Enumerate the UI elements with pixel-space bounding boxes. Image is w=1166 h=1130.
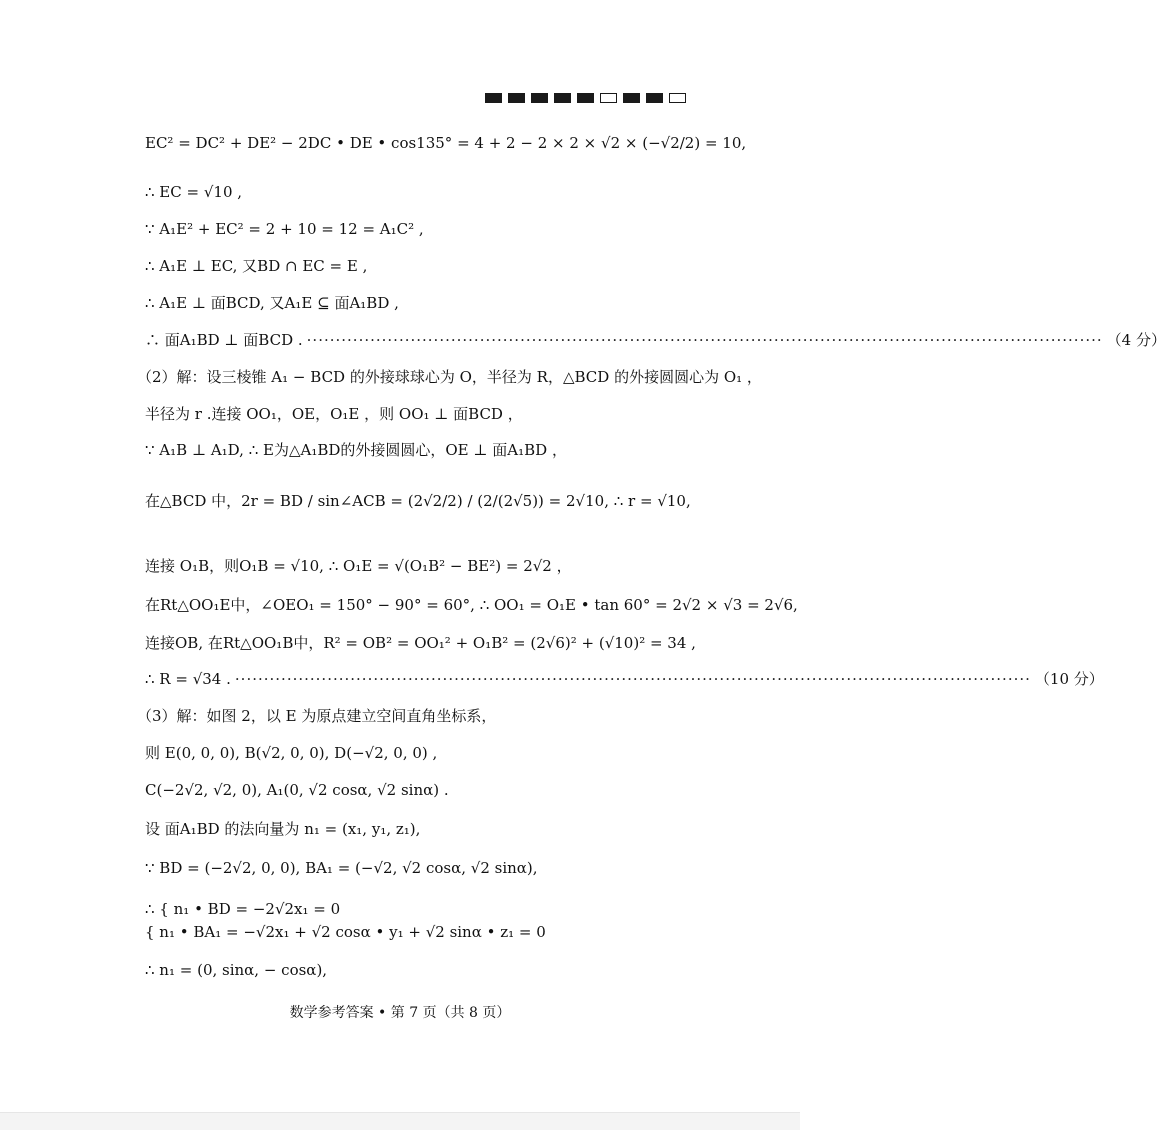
part3-intro: （3）解：如图 2，以 E 为原点建立空间直角坐标系， (137, 707, 497, 725)
equation-a1e-ec: ∵ A₁E² + EC² = 2 + 10 = 12 = A₁C² , (145, 220, 424, 238)
part2-sine-rule: 在△BCD 中，2r = BD / sin∠ACB = (2√2/2) / (2/(2√5)) = 2√10, ∴ r = √10, (145, 492, 691, 510)
conclusion-text: ∴ R = √34 . (145, 670, 231, 688)
bottom-shade (0, 1113, 800, 1130)
page-footer: 数学参考答案 • 第 7 页（共 8 页） (289, 1005, 511, 1021)
part3-system-row2: { n₁ • BA₁ = −√2x₁ + √2 cosα • y₁ + √2 sinα • z₁ = 0 (145, 923, 546, 941)
score-label: （4 分） (1106, 331, 1166, 349)
equation-ec: ∴ EC = √10 , (145, 183, 243, 201)
header-mark (554, 93, 571, 103)
header-mark (669, 93, 686, 103)
conclusion-part1 (145, 330, 1166, 350)
part2-r-squared: 连接OB, 在Rt△OO₁B中，R² = OB² = OO₁² + O₁B² = (2√6)² + (√10)² = 34 , (145, 634, 696, 652)
header-marks (485, 93, 686, 103)
equation-ec-squared: EC² = DC² + DE² − 2DC • DE • cos135° = 4 + 2 − 2 × 2 × √2 × (−√2/2) = 10, (145, 134, 747, 152)
header-mark (600, 93, 617, 103)
part3-vectors: ∵ BD = (−2√2, 0, 0), BA₁ = (−√2, √2 cosα, √2 sinα), (145, 859, 538, 877)
header-mark (531, 93, 548, 103)
part2-radius: 半径为 r .连接 OO₁，OE，O₁E ，则 OO₁ ⊥ 面BCD ， (145, 405, 523, 423)
part2-circumcenter: ∵ A₁B ⊥ A₁D, ∴ E为△A₁BD的外接圆圆心，OE ⊥ 面A₁BD ， (145, 441, 567, 459)
header-mark (485, 93, 502, 103)
dot-leader: ·········································································································································· (234, 670, 1031, 688)
part3-system-row1: ∴ { n₁ • BD = −2√2x₁ = 0 (145, 900, 341, 918)
header-mark (623, 93, 640, 103)
header-mark (577, 93, 594, 103)
part2-oo1: 在Rt△OO₁E中，∠OEO₁ = 150° − 90° = 60°, ∴ OO₁ = O₁E • tan 60° = 2√2 × √3 = 2√6, (145, 596, 798, 614)
part2-o1e: 连接 O₁B，则O₁B = √10, ∴ O₁E = √(O₁B² − BE²) = 2√2 ， (145, 557, 572, 575)
conclusion-part2 (145, 669, 1104, 689)
part3-normal-result: ∴ n₁ = (0, sinα, − cosα), (145, 961, 328, 979)
statement-perpendicular-ec: ∴ A₁E ⊥ EC, 又BD ∩ EC = E , (145, 257, 368, 275)
conclusion-text: ∴ 面A₁BD ⊥ 面BCD . (145, 331, 303, 349)
dot-leader: ·········································································································································· (306, 331, 1103, 349)
part3-coords-ebd: 则 E(0, 0, 0), B(√2, 0, 0), D(−√2, 0, 0) , (145, 744, 438, 762)
header-mark (508, 93, 525, 103)
part3-normal-vector: 设 面A₁BD 的法向量为 n₁ = (x₁, y₁, z₁), (145, 820, 421, 838)
part2-intro: （2）解：设三棱锥 A₁ − BCD 的外接球球心为 O，半径为 R，△BCD 的外接圆圆心为 O₁ ， (137, 368, 762, 386)
part3-coords-ca1: C(−2√2, √2, 0), A₁(0, √2 cosα, √2 sinα) . (145, 781, 449, 799)
statement-perpendicular-plane: ∴ A₁E ⊥ 面BCD, 又A₁E ⊆ 面A₁BD , (145, 294, 399, 312)
header-mark (646, 93, 663, 103)
score-label: （10 分） (1034, 670, 1104, 688)
